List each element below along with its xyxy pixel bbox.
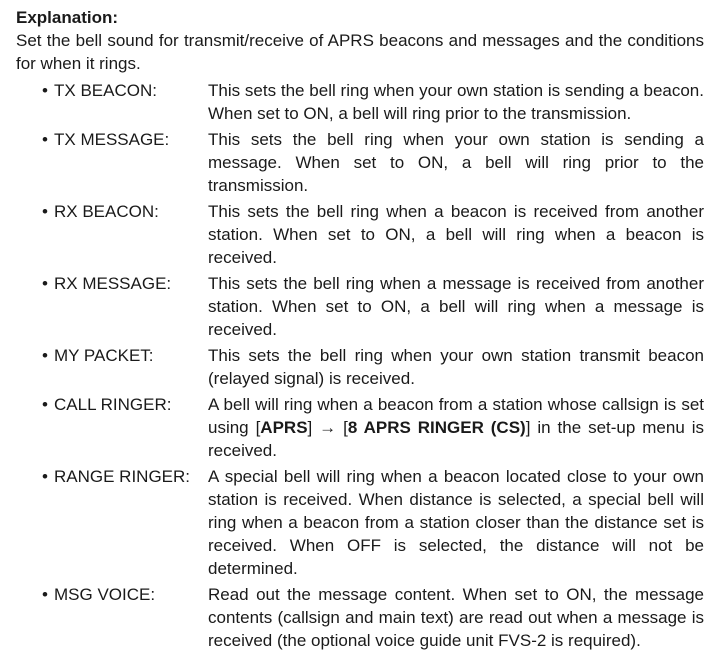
list-item-call-ringer [16, 393, 704, 462]
term-label: • CALL RINGER: [42, 395, 172, 414]
term-description: This sets the bell ring when your own station is sending a beacon. When set to ON, a bell will ring prior to the transmission. [208, 81, 704, 123]
bullet: • [42, 395, 48, 414]
term-label: • RX MESSAGE: [42, 274, 172, 293]
term-description: Read out the message content. When set to ON, the message contents (callsign and main text) are read out when a message is received (the optional voice guide unit FVS-2 is required). [208, 585, 704, 650]
list-item-tx-message [16, 128, 704, 197]
term-label: • MSG VOICE: [42, 585, 156, 604]
term-description: This sets the bell ring when your own station transmit beacon (relayed signal) is received. [208, 346, 704, 388]
term-label: • RANGE RINGER: [42, 467, 191, 486]
bullet: • [42, 81, 48, 100]
term-label: • TX BEACON: [42, 81, 157, 100]
bullet: • [42, 274, 48, 293]
term-description [208, 393, 704, 462]
term-label: • TX MESSAGE: [42, 130, 170, 149]
bullet: • [42, 346, 48, 365]
section-heading: Explanation: [16, 8, 119, 27]
list-item-rx-message [16, 272, 704, 341]
intro-paragraph: Set the bell sound for transmit/receive of APRS beacons and messages and the conditions for when it rings. [16, 31, 704, 73]
menu-key-aprs: APRS [260, 418, 308, 437]
term-label: • RX BEACON: [42, 202, 159, 221]
bullet: • [42, 130, 48, 149]
bullet: • [42, 467, 48, 486]
bullet: • [42, 202, 48, 221]
term-description: This sets the bell ring when a beacon is received from another station. When set to ON, a bell will ring when a beacon is received. [208, 202, 704, 267]
setting-list [16, 79, 704, 652]
menu-key-aprs-ringer: 8 APRS RINGER (CS) [347, 418, 526, 437]
list-item-tx-beacon [16, 79, 704, 125]
list-item-range-ringer [16, 465, 704, 580]
term-description: This sets the bell ring when a message is received from another station. When set to ON, a bell will ring when a message is received. [208, 274, 704, 339]
list-item-my-packet [16, 344, 704, 390]
term-description: A special bell will ring when a beacon located close to your own station is received. When distance is selected, a special bell will ring when a beacon from a station closer than the distance set is received. When OFF is selected, the distance will not be determined. [208, 467, 704, 578]
list-item-msg-voice [16, 583, 704, 652]
desc-text: A bell will ring when a beacon from a station whose callsign is set using [ [208, 395, 704, 437]
bullet: • [42, 585, 48, 604]
term-label: • MY PACKET: [42, 346, 154, 365]
desc-text: ] in the set-up menu is received. [208, 418, 704, 460]
desc-text: ] → [ [307, 418, 348, 437]
term-description: This sets the bell ring when your own station is sending a message. When set to ON, a bell will ring prior to the transmission. [208, 130, 704, 195]
list-item-rx-beacon [16, 200, 704, 269]
